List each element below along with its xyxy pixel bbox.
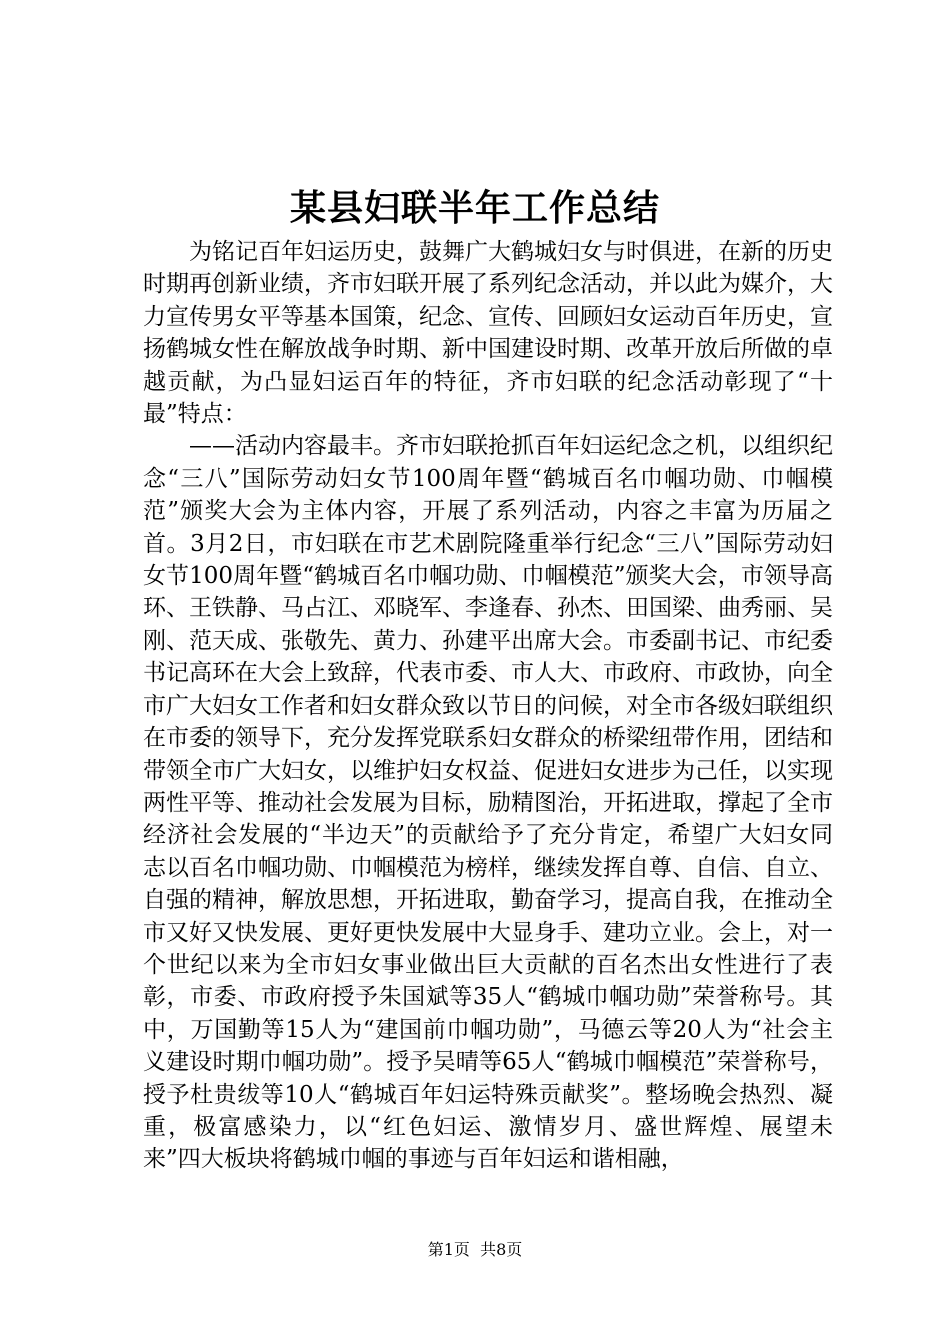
paragraph-activity-content: ——活动内容最丰。齐市妇联抢抓百年妇运纪念之机，以组织纪念“三八”国际劳动妇女节100周年暨“鹤城百名巾帼功勋、巾帼模范”颁奖大会为主体内容，开展了系列活动，内容之丰富为历届之首。3月2日，市妇联在市艺术剧院隆重举行纪念“三八”国际劳动妇女节100周年暨“鹤城百名巾帼功勋、巾帼模范”颁奖大会，市领导高环、王铁静、马占江、邓晓军、李逢春、孙杰、田国梁、曲秀丽、吴刚、范天成、张敬先、黄力、孙建平出席大会。市委副书记、市纪委书记高环在大会上致辞，代表市委、市人大、市政府、市政协，向全市广大妇女工作者和妇女群众致以节日的问候，对全市各级妇联组织在市委的领导下，充分发挥党联系妇女群众的桥梁纽带作用，团结和带领全市广大妇女，以维护妇女权益、促进妇女进步为己任，以实现两性平等、推动社会发展为目标，励精图治，开拓进取，撑起了全市经济社会发展的“半边天”的贡献给予了充分肯定，希望广大妇女同志以百名巾帼功勋、巾帼模范为榜样，继续发挥自尊、自信、自立、自强的精神，解放思想，开拓进取，勤奋学习，提高自我，在推动全市又好又快发展、更好更快发展中大显身手、建功立业。会上，对一个世纪以来为全市妇女事业做出巨大贡献的百名杰出女性进行了表彰，市委、市政府授予朱国斌等35人“鹤城巾帼功勋”荣誉称号。其中，万国勤等15人为“建国前巾帼功勋”，马德云等20人为“社会主义建设时期巾帼功勋”。授予吴晴等65人“鹤城巾帼模范”荣誉称号，授予杜贵绂等10人“鹤城百年妇运特殊贡献奖”。整场晚会热烈、凝重，极富感染力，以“红色妇运、激情岁月、盛世辉煌、展望未来”四大板块将鹤城巾帼的事迹与百年妇运和谐相融， — [143, 433, 833, 1173]
page-total: 共8页 — [480, 1240, 523, 1259]
page-number: 第1页 — [427, 1240, 470, 1259]
page-footer — [0, 1240, 950, 1260]
document-title: 某县妇联半年工作总结 — [289, 187, 660, 229]
document-body — [143, 236, 833, 1176]
paragraph-intro: 为铭记百年妇运历史，鼓舞广大鹤城妇女与时俱进，在新的历史时期再创新业绩，齐市妇联开展了系列纪念活动，并以此为媒介，大力宣传男女平等基本国策，纪念、宣传、回顾妇女运动百年历史，宣扬鹤城女性在解放战争时期、新中国建设时期、改革开放后所做的卓越贡献，为凸显妇运百年的特征，齐市妇联的纪念活动彰现了“十最”特点： — [143, 239, 833, 428]
